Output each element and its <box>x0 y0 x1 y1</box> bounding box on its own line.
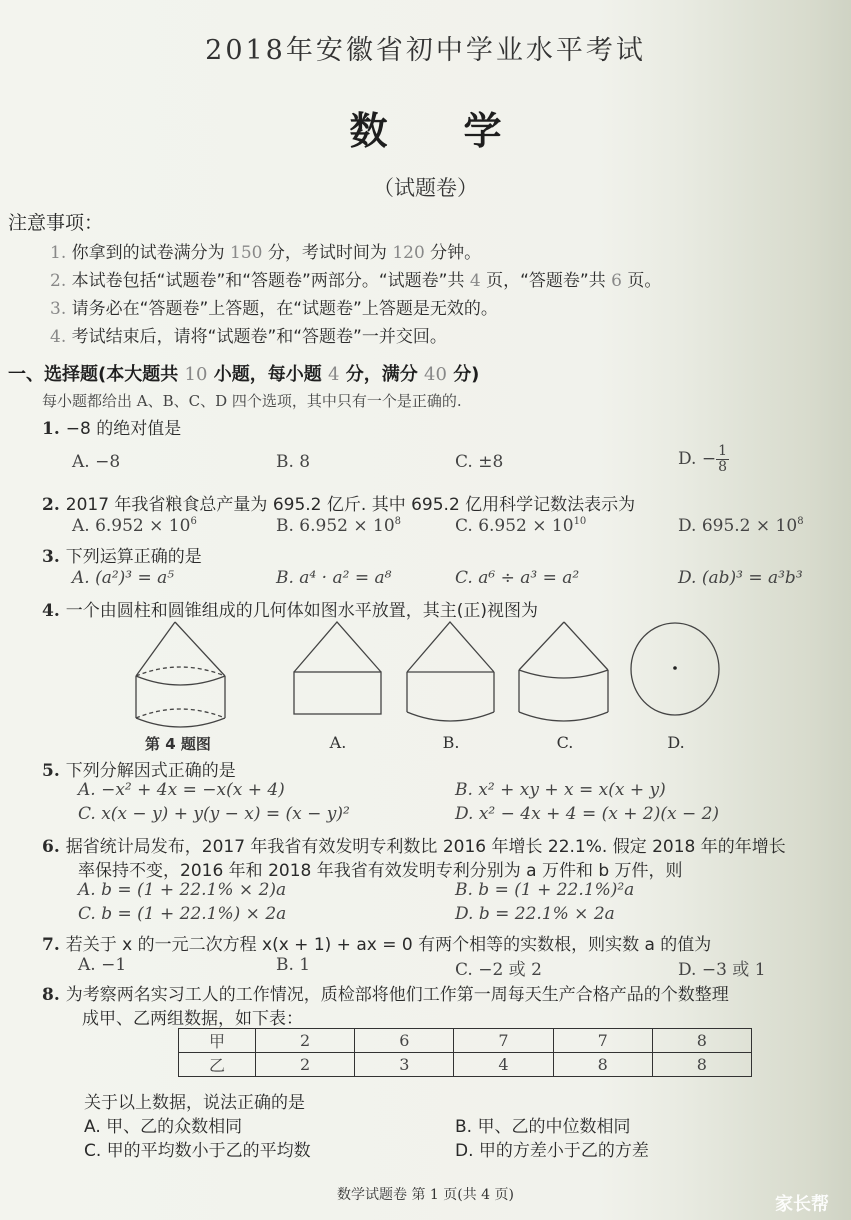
note-item-3 <box>50 294 498 319</box>
q1-option-d <box>678 444 729 475</box>
note-text: 分钟。 <box>430 243 482 263</box>
q6-option-a: A. b = (1 + 22.1% × 2)a <box>78 880 287 900</box>
q4-label-b: B. <box>442 733 460 752</box>
note-number: 4. <box>50 327 67 347</box>
notes-heading: 注意事项： <box>8 212 104 234</box>
row-label: 乙 <box>179 1053 256 1077</box>
exponent: 10 <box>573 516 587 527</box>
row-label: 甲 <box>179 1029 256 1053</box>
table-cell: 2 <box>256 1029 355 1053</box>
note-number: 1. <box>50 243 67 263</box>
q3-option-c: C. a⁶ ÷ a³ = a² <box>455 568 580 588</box>
option-text: B. 6.952 × 10 <box>276 516 395 536</box>
q2-option-b <box>276 516 401 536</box>
q5-option-b: B. x² + xy + x = x(x + y) <box>455 780 666 800</box>
note-text: 分，考试时间为 <box>267 243 387 263</box>
q2-option-c <box>455 516 586 536</box>
q8-option-a: A. 甲、乙的众数相同 <box>84 1117 243 1137</box>
q4-option-b-figure <box>406 618 496 728</box>
question-5 <box>42 756 236 781</box>
table-cell: 4 <box>454 1053 553 1077</box>
note-item-2 <box>50 266 661 291</box>
note-text: 页，“答题卷”共 <box>486 271 606 291</box>
question-stem: 一个由圆柱和圆锥组成的几何体如图水平放置，其主(正)视图为 <box>65 601 539 621</box>
question-6 <box>42 832 786 857</box>
question-number: 2. <box>42 495 60 515</box>
watermark: 家长帮 <box>775 1194 829 1215</box>
subject-char-1: 数 <box>349 109 388 153</box>
table-row <box>179 1053 752 1077</box>
q4-option-a-figure <box>293 618 383 718</box>
exam-title: 2018年安徽省初中学业水平考试 <box>205 35 646 66</box>
q4-option-d-figure <box>630 622 722 720</box>
table-cell: 8 <box>553 1053 652 1077</box>
table-row <box>179 1029 752 1053</box>
q4-label-d: D. <box>667 733 685 752</box>
section-heading <box>8 360 479 386</box>
option-text: D. 695.2 × 10 <box>678 516 798 536</box>
q6-option-b: B. b = (1 + 22.1%)²a <box>455 880 635 900</box>
question-stem: 2017 年我省粮食总产量为 695.2 亿斤. 其中 695.2 亿用科学记数法表示为 <box>65 495 636 515</box>
option-text: C. 6.952 × 10 <box>455 516 574 536</box>
table-cell: 2 <box>256 1053 355 1077</box>
question-stem: 若关于 x 的一元二次方程 x(x + 1) + ax = 0 有两个相等的实数根，则实数 a 的值为 <box>65 935 712 955</box>
denominator: 8 <box>718 459 727 475</box>
q2-option-d <box>678 516 804 536</box>
question-stem: 下列运算正确的是 <box>65 547 202 567</box>
table-cell: 7 <box>454 1029 553 1053</box>
question-number: 3. <box>42 547 60 567</box>
section-instruction: 每小题都给出 A、B、C、D 四个选项，其中只有一个是正确的. <box>42 392 462 410</box>
fraction <box>716 444 729 475</box>
question-number: 4. <box>42 601 60 621</box>
question-3 <box>42 542 202 567</box>
exponent: 8 <box>394 516 402 527</box>
question-number: 7. <box>42 935 60 955</box>
q4-3d-figure <box>130 618 230 718</box>
q8-option-b: B. 甲、乙的中位数相同 <box>455 1117 631 1137</box>
note-text: 本试卷包括“试题卷”和“答题卷”两部分。“试题卷”共 <box>71 271 465 291</box>
q6-option-d: D. b = 22.1% × 2a <box>455 904 615 924</box>
section-heading-text: 小题，每小题 <box>213 364 322 385</box>
q5-option-d: D. x² − 4x + 4 = (x + 2)(x − 2) <box>455 804 720 824</box>
q4-figure-caption: 第 4 题图 <box>145 735 211 753</box>
question-7 <box>42 930 711 955</box>
q7-option-c: C. −2 或 2 <box>455 960 542 980</box>
q8-followup: 关于以上数据，说法正确的是 <box>84 1093 305 1113</box>
section-heading-text: 分，满分 <box>345 364 418 385</box>
q3-option-d: D. (ab)³ = a³b³ <box>678 568 803 588</box>
option-prefix: D. − <box>678 449 717 469</box>
question-number: 8. <box>42 985 60 1005</box>
question-pages-value: 4 <box>469 271 481 291</box>
question-8-line-2: 成甲、乙两组数据，如下表： <box>82 1009 303 1029</box>
question-number: 6. <box>42 837 60 857</box>
q1-option-c: C. ±8 <box>455 452 504 472</box>
page-footer: 数学试题卷 第 1 页(共 4 页) <box>337 1187 514 1203</box>
q7-option-b: B. 1 <box>276 955 311 975</box>
table-cell: 8 <box>652 1053 751 1077</box>
question-1 <box>42 414 181 439</box>
exponent: 8 <box>797 516 804 527</box>
section-heading-text: 分) <box>453 364 480 385</box>
section-heading-text: 一、选择题(本大题共 <box>8 364 179 385</box>
full-score-value: 150 <box>230 243 263 263</box>
q1-option-a: A. −8 <box>72 452 121 472</box>
question-2 <box>42 490 635 515</box>
note-number: 3. <box>50 299 67 319</box>
q5-option-a: A. −x² + 4x = −x(x + 4) <box>78 780 285 800</box>
q2-option-a <box>72 516 197 536</box>
q4-option-c-figure <box>518 618 613 728</box>
points-each: 4 <box>327 364 340 385</box>
question-8 <box>42 980 729 1005</box>
question-number: 1. <box>42 419 60 439</box>
q8-option-d: D. 甲的方差小于乙的方差 <box>455 1141 649 1161</box>
volume-label: （试题卷） <box>373 176 478 200</box>
table-cell: 3 <box>355 1053 454 1077</box>
question-stem: 据省统计局发布，2017 年我省有效发明专利数比 2016 年增长 22.1%. 假定 2018 年的年增长 <box>65 837 786 857</box>
q8-data-table <box>178 1028 752 1077</box>
exponent: 6 <box>190 516 197 527</box>
option-text: A. 6.952 × 10 <box>72 516 191 536</box>
note-item-4 <box>50 322 447 347</box>
numerator: 1 <box>718 443 727 459</box>
q4-label-a: A. <box>329 733 347 752</box>
q3-option-b: B. a⁴ · a² = a⁸ <box>276 568 392 588</box>
q1-option-b: B. 8 <box>276 452 311 472</box>
question-stem: 为考察两名实习工人的工作情况，质检部将他们工作第一周每天生产合格产品的个数整理 <box>65 985 729 1005</box>
q3-option-a: A. (a²)³ = a⁵ <box>72 568 175 588</box>
table-cell: 6 <box>355 1029 454 1053</box>
note-text: 你拿到的试卷满分为 <box>71 243 225 263</box>
subject-title <box>0 100 851 155</box>
question-stem: 下列分解因式正确的是 <box>65 761 236 781</box>
question-number: 5. <box>42 761 60 781</box>
answer-pages-value: 6 <box>611 271 622 291</box>
q4-label-c: C. <box>556 733 574 752</box>
q5-option-c: C. x(x − y) + y(y − x) = (x − y)² <box>78 804 350 824</box>
note-text: 请务必在“答题卷”上答题，在“试题卷”上答题是无效的。 <box>71 299 498 319</box>
note-text: 考试结束后，请将“试题卷”和“答题卷”一并交回。 <box>71 327 447 347</box>
table-cell: 7 <box>553 1029 652 1053</box>
note-number: 2. <box>50 271 67 291</box>
subject-char-2: 学 <box>463 109 502 153</box>
exam-time-value: 120 <box>392 243 425 263</box>
question-count: 10 <box>184 364 208 385</box>
table-cell: 8 <box>652 1029 751 1053</box>
q7-option-a: A. −1 <box>78 955 127 975</box>
question-6-line-2: 率保持不变，2016 年和 2018 年我省有效发明专利分别为 a 万件和 b 万件，则 <box>78 861 683 881</box>
q8-option-c: C. 甲的平均数小于乙的平均数 <box>84 1141 311 1161</box>
note-item-1 <box>50 238 481 263</box>
points-total: 40 <box>424 364 447 385</box>
question-stem: −8 的绝对值是 <box>65 419 182 439</box>
q7-option-d: D. −3 或 1 <box>678 960 766 980</box>
q6-option-c: C. b = (1 + 22.1%) × 2a <box>78 904 287 924</box>
note-text: 页。 <box>627 271 662 291</box>
